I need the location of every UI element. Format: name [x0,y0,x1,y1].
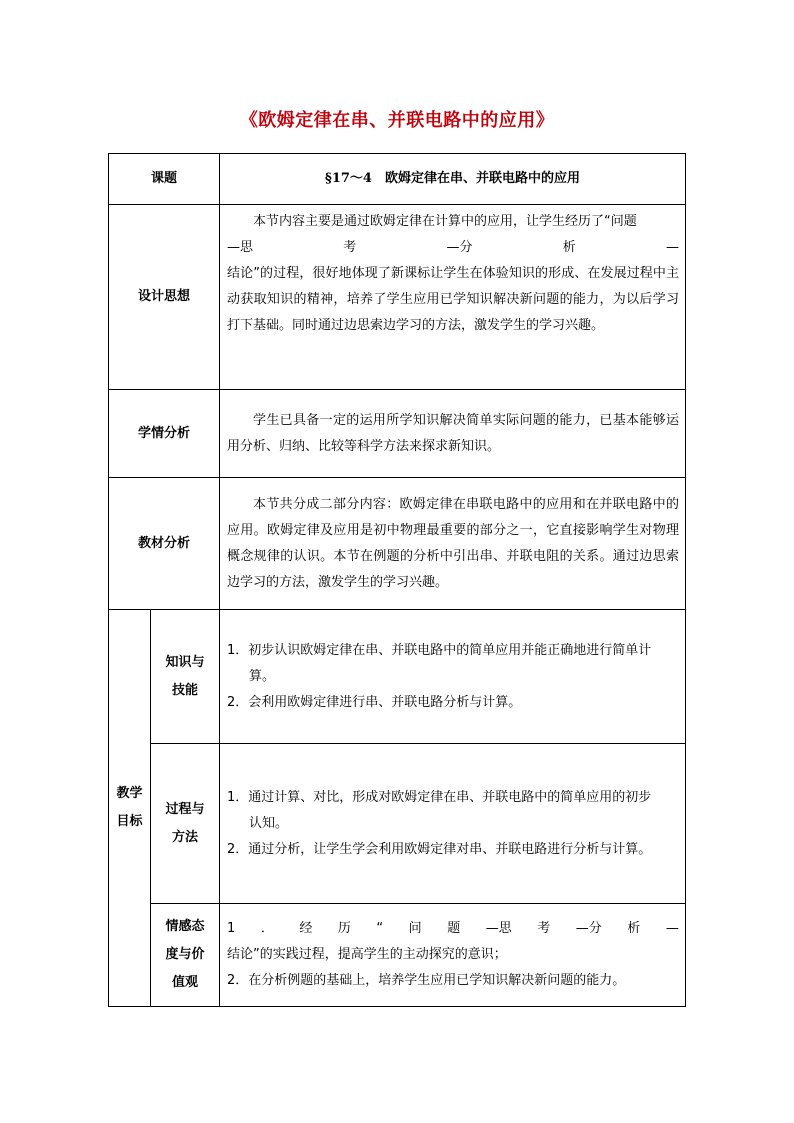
emotion-label [151,904,220,1007]
design-text-rest: 结论”的过程，很好地体现了新课标让学生在体验知识的形成、在发展过程中主动获取知识的精神，培养了学生应用已学知识解决新问题的能力，为以后学习打下基础。同时通过边思索边学习的方法，激发学生的学习兴趣。 [227,266,680,333]
design-row [109,205,686,390]
knowledge-label-line1: 知识与 [165,654,205,670]
process-label [151,744,220,904]
material-row [109,478,686,610]
emotion-content [220,904,686,1007]
learner-content [220,390,686,478]
emotion-label-line1: 情感态 [165,919,205,934]
process-content [220,744,686,904]
knowledge-item1-cont: 算。 [249,668,276,684]
learner-text: 学生已具备一定的运用所学知识解决简单实际问题的能力，已基本能够运用分析、归纳、比较等科学方法来探求新知识。 [227,412,680,454]
material-text: 本节共分成二部分内容：欧姆定律在串联电路中的应用和在并联电路中的应用。欧姆定律及应用是初中物理最重要的部分之一，它直接影响学生对物理概念规律的认识。本节在例题的分析中引出串、并联电阻的关系。通过边思索边学习的方法，激发学生的学习兴趣。 [227,496,680,590]
emotion-spread-char: 考 [537,921,551,936]
emotion-spread-char: 析 [627,921,641,936]
process-item1: 1．通过计算、对比，形成对欧姆定律在串、并联电路中的简单应用的初步 [227,789,652,805]
topic-row [109,154,686,205]
material-label: 教材分析 [109,478,220,610]
lesson-plan-table [108,153,686,1007]
topic-value: §17～4 欧姆定律在串、并联电路中的应用 [220,154,686,205]
goals-label [109,610,151,1007]
knowledge-label-line2: 技能 [172,682,199,698]
emotion-spread-char: 历 [337,921,351,936]
emotion-spread-char: 题 [447,921,461,936]
design-text-line1: 本节内容主要是通过欧姆定律在计算中的应用，让学生经历了“问题 [253,214,637,229]
topic-label: 课题 [109,154,220,205]
emotion-spread-char: 经 [299,921,313,936]
emotion-item1-spread [227,916,679,942]
emotion-label-line3: 值观 [172,975,199,990]
emotion-item1-rest: 结论”的实践过程，提高学生的主动探究的意识； [227,947,507,962]
knowledge-content [220,610,686,744]
emotion-spread-char: 1 [227,921,236,936]
design-spread-char: —思 [227,240,254,255]
process-label-line2: 方法 [172,829,199,845]
goals-label-line2: 目标 [116,814,143,829]
emotion-spread-char: —思 [485,921,512,936]
document-title: 《欧姆定律在串、并联电路中的应用》 [239,110,555,131]
emotion-item2: 2．在分析例题的基础上，培养学生应用已学知识解决新问题的能力。 [227,973,626,988]
knowledge-item2: 2．会利用欧姆定律进行串、并联电路分析与计算。 [227,694,522,710]
goals-label-line1: 教学 [116,786,143,801]
design-spread-char: — [666,240,680,255]
design-spread-char: 析 [562,240,576,255]
design-content [220,205,686,390]
process-item1-cont: 认知。 [249,815,289,831]
knowledge-row [109,610,686,744]
design-label: 设计思想 [109,205,220,390]
emotion-spread-char: — [665,921,679,936]
learner-row [109,390,686,478]
process-label-line1: 过程与 [165,801,205,817]
emotion-spread-char: 问 [408,921,422,936]
knowledge-item1: 1．初步认识欧姆定律在串、并联电路中的简单应用并能正确地进行简单计 [227,642,652,658]
design-spread-char: —分 [446,240,473,255]
emotion-spread-char: ． [260,921,274,936]
learner-label: 学情分析 [109,390,220,478]
emotion-spread-char: “ [376,921,384,936]
emotion-row [109,904,686,1007]
material-content [220,478,686,610]
knowledge-label [151,610,220,744]
emotion-spread-char: —分 [575,921,602,936]
design-spread-char: 考 [343,240,357,255]
process-item2: 2．通过分析，让学生学会利用欧姆定律对串、并联电路进行分析与计算。 [227,841,652,857]
process-row [109,744,686,904]
emotion-label-line2: 度与价 [165,947,205,962]
design-text-spread-line [227,235,679,261]
